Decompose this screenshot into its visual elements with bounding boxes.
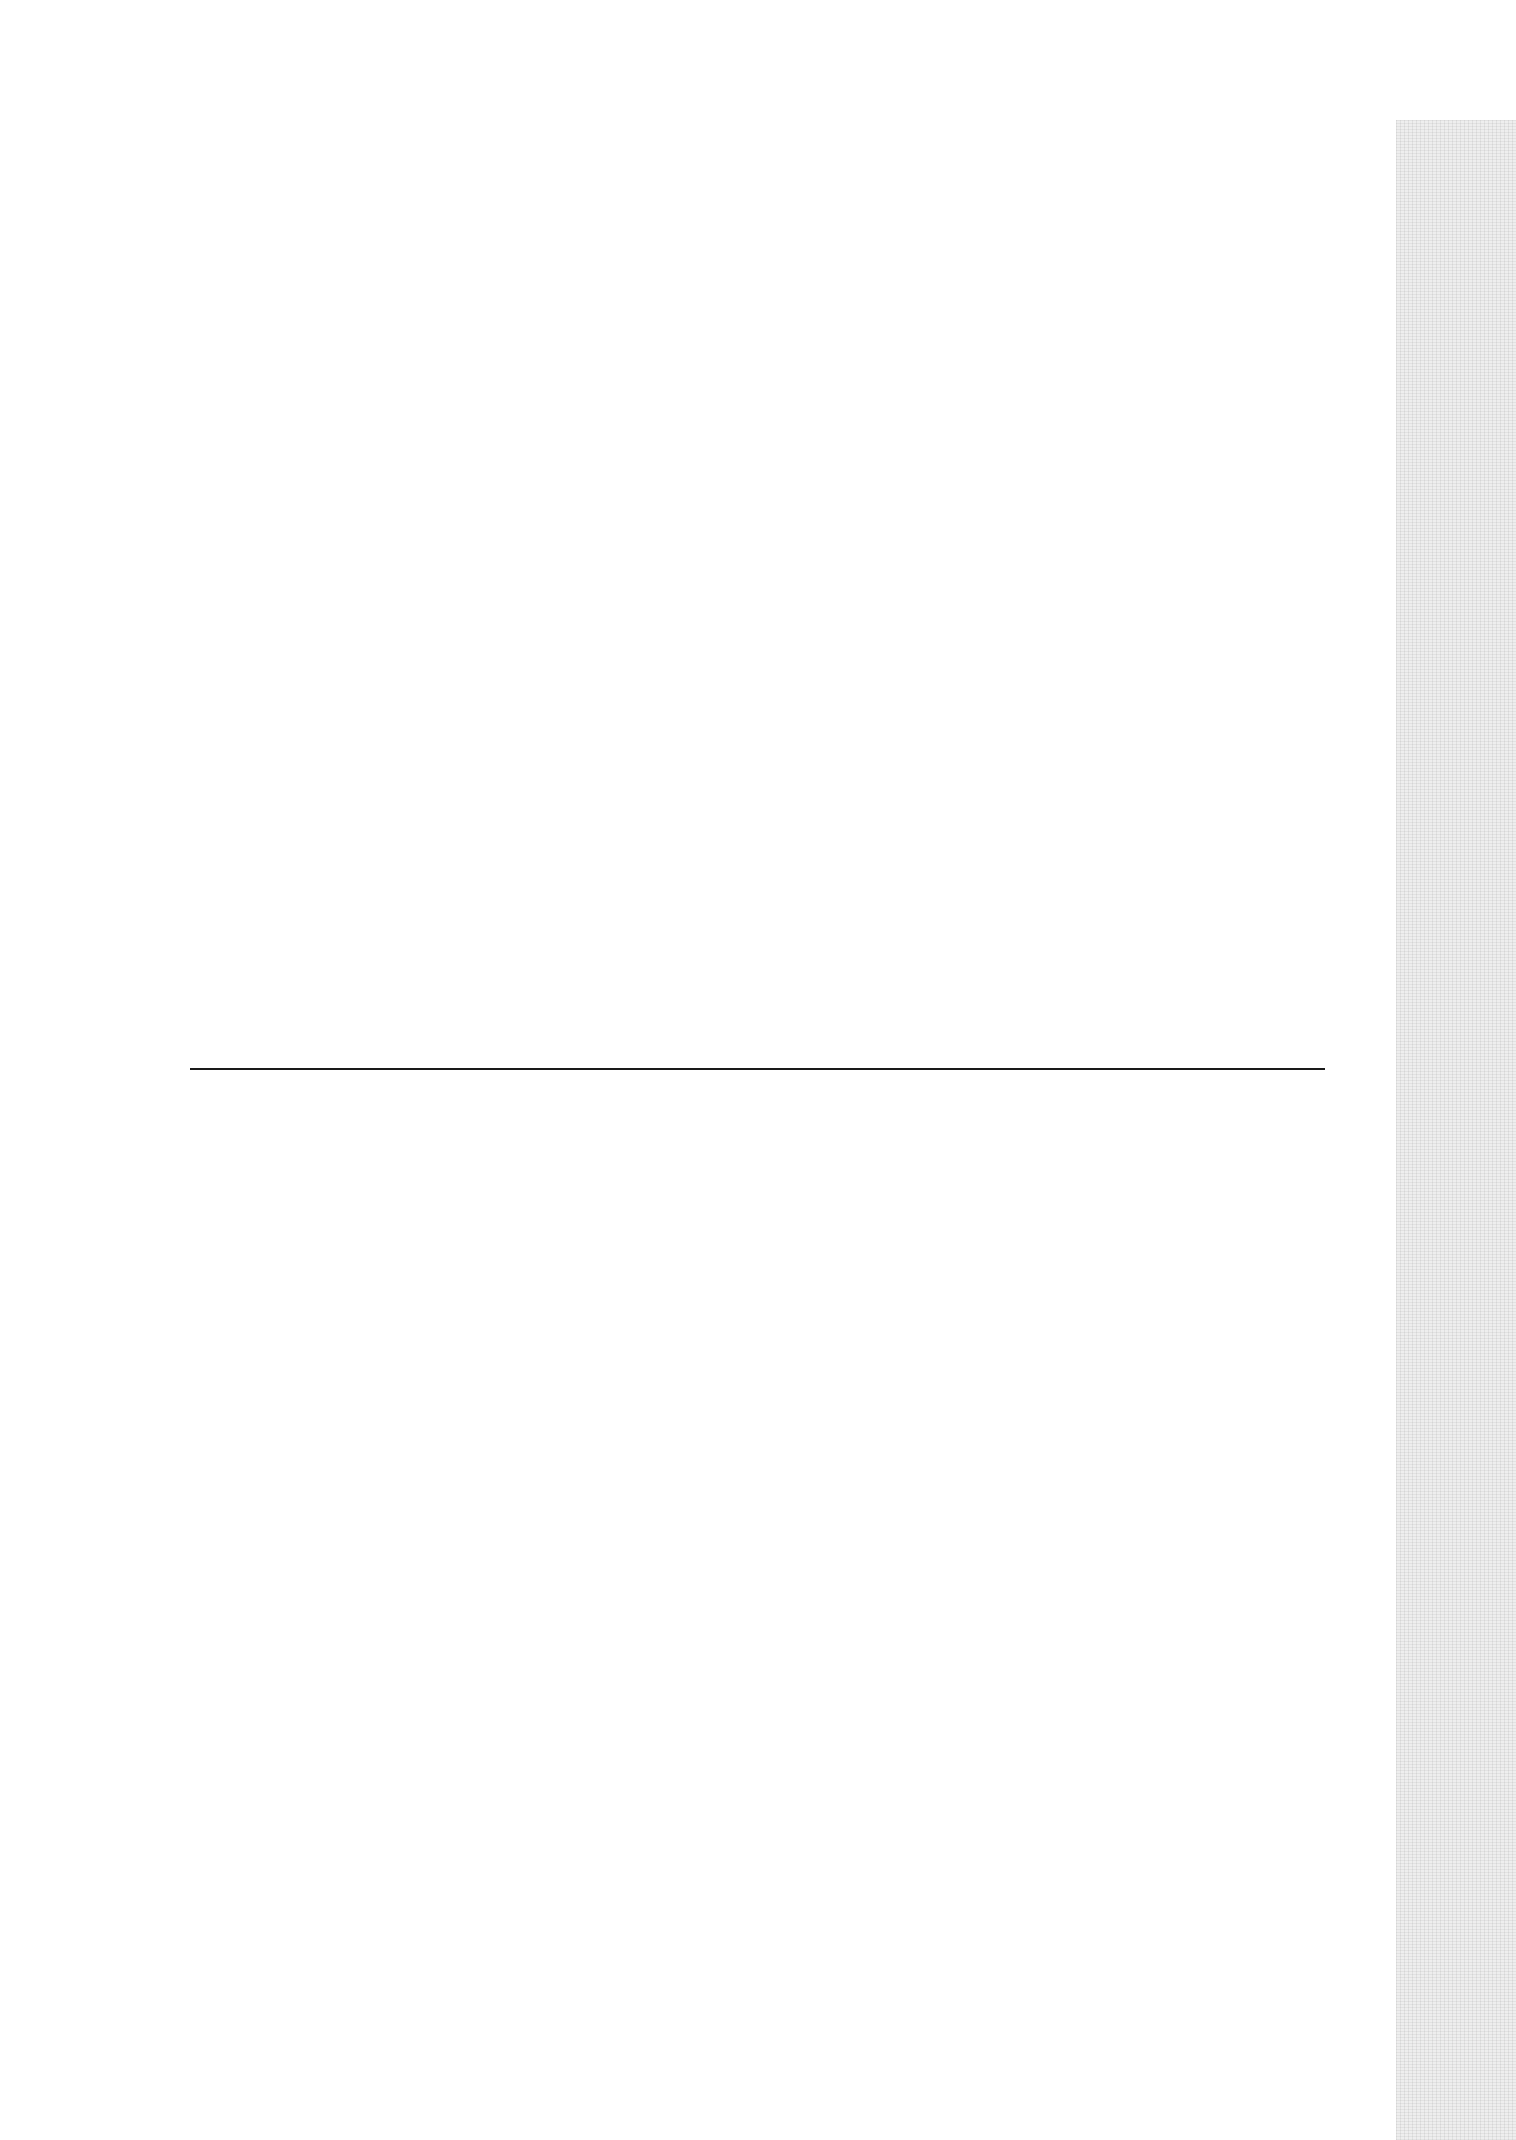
section-divider (190, 1068, 1325, 1070)
page-edge-shadow (1396, 120, 1516, 2140)
